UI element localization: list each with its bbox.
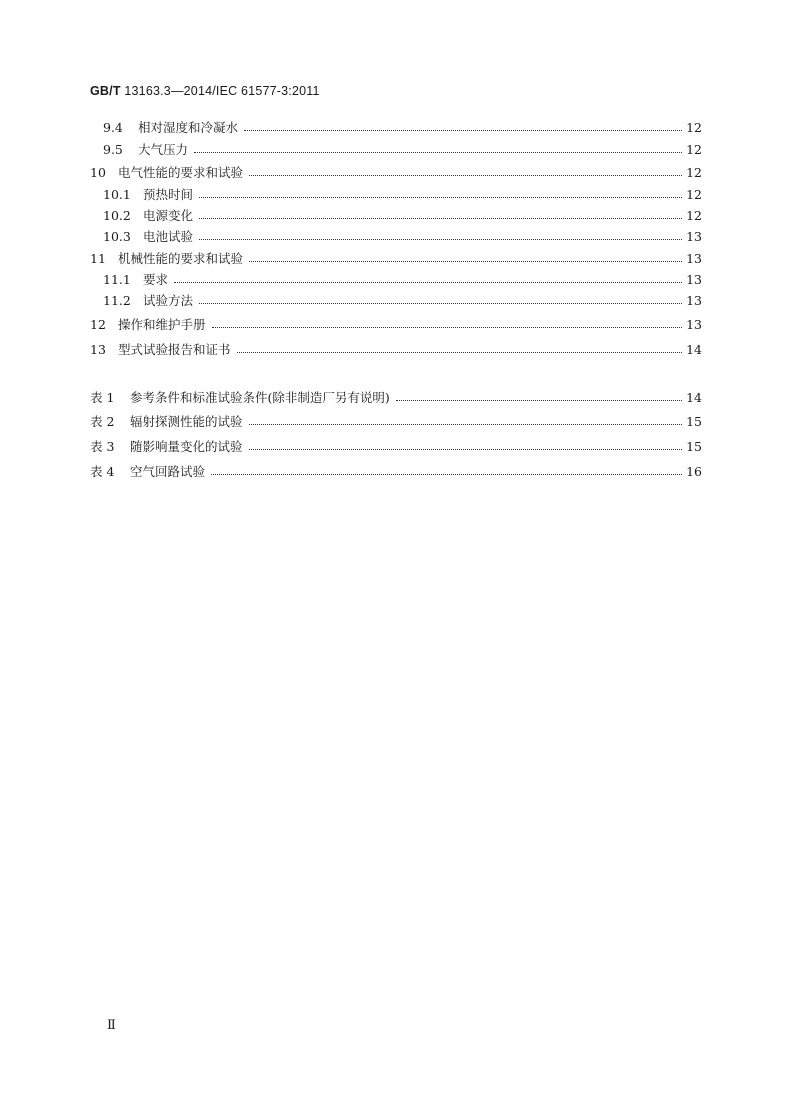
toc-entry-title: 随影响量变化的试验 [130, 439, 243, 454]
toc-entry-number: 11.1 [103, 272, 131, 287]
dot-leader [249, 448, 682, 450]
toc-entry-number: 12 [90, 317, 106, 332]
toc-entry-page: 12 [686, 142, 702, 157]
toc-entry-page: 12 [686, 120, 702, 135]
dot-leader [174, 281, 682, 283]
toc-entry-table-1[interactable] [90, 388, 702, 408]
dot-leader [211, 473, 682, 475]
dot-leader [249, 260, 682, 262]
toc-entry-title: 机械性能的要求和试验 [118, 251, 244, 266]
toc-entry-page: 14 [686, 390, 702, 405]
toc-entry-number: 10.3 [103, 229, 131, 244]
document-header [90, 84, 320, 98]
toc-entry-number: 表 1 [90, 390, 115, 405]
dot-leader [194, 151, 682, 153]
toc-entry-10-2[interactable] [90, 206, 702, 226]
toc-entry-table-4[interactable] [90, 462, 702, 482]
toc-entry-page: 16 [686, 464, 702, 479]
toc-entry-12[interactable] [90, 315, 702, 335]
toc-entry-11-1[interactable] [90, 270, 702, 290]
toc-entry-table-2[interactable] [90, 412, 702, 432]
dot-leader [199, 238, 682, 240]
toc-entry-table-3[interactable] [90, 437, 702, 457]
toc-entry-page: 13 [686, 293, 702, 308]
toc-entry-title: 试验方法 [143, 293, 194, 308]
toc-entry-11[interactable] [90, 249, 702, 269]
toc-entry-10[interactable] [90, 163, 702, 183]
toc-entry-title: 电源变化 [143, 208, 194, 223]
toc-entry-title: 电池试验 [143, 229, 194, 244]
toc-entry-title: 要求 [143, 272, 169, 287]
toc-entry-page: 12 [686, 208, 702, 223]
dot-leader [199, 196, 682, 198]
toc-entry-title: 大气压力 [138, 142, 189, 157]
dot-leader [249, 174, 682, 176]
toc-entry-page: 14 [686, 342, 702, 357]
toc-entry-9-5[interactable] [90, 140, 702, 160]
dot-leader [244, 129, 682, 131]
dot-leader [237, 351, 682, 353]
toc-entry-11-2[interactable] [90, 291, 702, 311]
toc-entry-number: 表 4 [90, 464, 115, 479]
toc-entry-10-3[interactable] [90, 227, 702, 247]
toc-entry-page: 12 [686, 165, 702, 180]
toc-entry-13[interactable] [90, 340, 702, 360]
toc-entry-number: 11 [90, 251, 106, 266]
toc-entry-number: 表 3 [90, 439, 115, 454]
toc-entry-number: 表 2 [90, 414, 115, 429]
dot-leader [199, 302, 682, 304]
toc-entry-page: 15 [686, 439, 702, 454]
toc-entry-title: 电气性能的要求和试验 [118, 165, 244, 180]
toc-entry-page: 13 [686, 229, 702, 244]
dot-leader [249, 423, 682, 425]
toc-entry-title: 操作和维护手册 [118, 317, 206, 332]
toc-entry-title: 辐射探测性能的试验 [130, 414, 243, 429]
standard-number: 13163.3—2014/IEC 61577-3:2011 [124, 84, 320, 98]
toc-entry-page: 13 [686, 251, 702, 266]
toc-entry-9-4[interactable] [90, 118, 702, 138]
page-number: Ⅱ [107, 1018, 116, 1033]
standard-code: GB/T [90, 84, 121, 98]
toc-entry-page: 13 [686, 317, 702, 332]
toc-entry-title: 参考条件和标准试验条件(除非制造厂另有说明) [130, 390, 390, 405]
toc-entry-number: 9.5 [103, 142, 123, 157]
toc-entry-number: 10.1 [103, 187, 131, 202]
toc-entry-number: 10 [90, 165, 106, 180]
toc-entry-title: 型式试验报告和证书 [118, 342, 231, 357]
dot-leader [199, 217, 682, 219]
dot-leader [212, 326, 682, 328]
toc-entry-10-1[interactable] [90, 185, 702, 205]
toc-entry-title: 相对湿度和冷凝水 [138, 120, 239, 135]
dot-leader [396, 399, 682, 401]
toc-entry-number: 9.4 [103, 120, 123, 135]
toc-entry-number: 10.2 [103, 208, 131, 223]
toc-entry-title: 预热时间 [143, 187, 194, 202]
toc-entry-number: 13 [90, 342, 106, 357]
toc-entry-number: 11.2 [103, 293, 131, 308]
toc-entry-page: 12 [686, 187, 702, 202]
toc-entry-title: 空气回路试验 [130, 464, 206, 479]
toc-entry-page: 13 [686, 272, 702, 287]
toc-entry-page: 15 [686, 414, 702, 429]
